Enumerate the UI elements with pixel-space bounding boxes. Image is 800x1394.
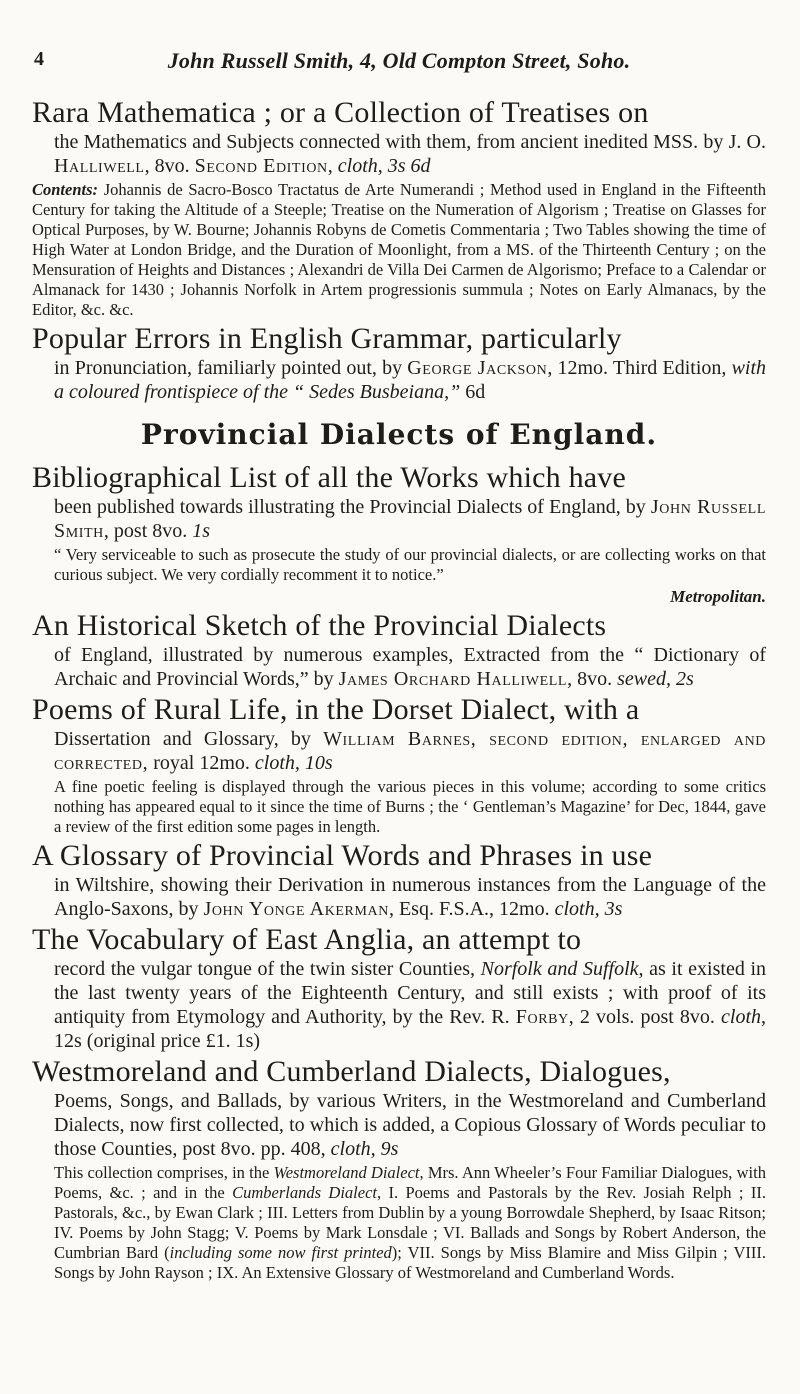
author-name: Halliwell (54, 155, 145, 177)
author-name: George Jackson (407, 357, 548, 379)
description-text: royal 12mo. (148, 752, 255, 774)
edition-extra: with a coloured frontispiece of the “ Sedes Busbeiana,” (54, 357, 767, 403)
description-text: , 12mo. Third Edition, (547, 357, 732, 379)
contents-note (32, 180, 766, 320)
description-text: in Pronunciation, familiarly pointed out, by (54, 357, 408, 379)
binding: cloth (330, 1138, 371, 1160)
description-text: , post 8vo. (103, 520, 193, 542)
entry-historical-sketch (32, 609, 766, 691)
price: 1s (192, 520, 211, 542)
review-source: Metropolitan. (670, 587, 766, 606)
price: , 2s (665, 668, 694, 690)
entry-rara-mathematica (32, 96, 766, 320)
note-text: This collection comprises, in the (54, 1163, 274, 1182)
price: , 3s (594, 898, 623, 920)
entry-popular-errors (32, 322, 767, 404)
section-heading: Provincial Dialects of England. (140, 418, 658, 451)
counties: Norfolk and Suffolk (480, 958, 639, 980)
edition: Second Edition (194, 155, 328, 177)
entry-title: Bibliographical List of all the Works which have (32, 461, 626, 494)
author-name: Forby (515, 1006, 569, 1028)
entry-wiltshire-glossary (32, 839, 766, 921)
description-text: , 2 vols. post 8vo. (568, 1006, 722, 1028)
entry-description (54, 643, 766, 691)
description-text: the Mathematics and Subjects connected with them, from ancient inedited MSS. by J. O. (54, 131, 766, 153)
collection-note (54, 1163, 766, 1283)
author-name: John Yonge Akerman (203, 898, 389, 920)
running-head: John Russell Smith, 4, Old Compton Street, Soho. (167, 48, 631, 73)
entry-description (54, 1089, 766, 1161)
binding: cloth (254, 752, 295, 774)
price: 6d (460, 381, 486, 403)
description-text: record the vulgar tongue of the twin sister Counties, (54, 958, 481, 980)
catalogue-entries (32, 96, 767, 1285)
price: , 10s (294, 752, 333, 774)
entry-description (54, 957, 766, 1053)
note-text: , I. Poems and Pastorals by the Rev. Josiah Relph ; II. Pastorals, &c., by Ewan Clark ; III. Letters from Dublin by a young Borrowdale Shepherd, by Isaac Ritson; IV. Poems by John Stagg; V. Poems by Mark Lonsdale ; VI. Ballads and Songs by Robert Anderson, the Cumbrian Bard ( (54, 1183, 766, 1262)
description-text: been published towards illustrating the Provincial Dialects of England, by (54, 496, 651, 518)
author-name: William Barnes, second edition, enlarged and corrected, (54, 728, 766, 774)
entry-title: An Historical Sketch of the Provincial Dialects (32, 609, 607, 642)
price: , 9s (370, 1138, 399, 1160)
entry-description (54, 873, 766, 921)
entry-title: Popular Errors in English Grammar, particularly (32, 322, 622, 355)
entry-description (54, 727, 766, 775)
binding: cloth (721, 1006, 762, 1028)
entry-description (54, 130, 766, 178)
entry-bibliographical-list (32, 461, 766, 607)
description-text: of England, illustrated by numerous examples, Extracted from the “ Dictionary of Archaic and Provincial Words,” by (54, 644, 766, 690)
author-name: John Russell Smith (54, 496, 766, 542)
price: 3s 6d (387, 155, 431, 177)
entry-title: Westmoreland and Cumberland Dialects, Dialogues, (32, 1055, 671, 1088)
note-parenthetical: including some now first printed (169, 1243, 392, 1262)
author-name: James Orchard Halliwell (338, 668, 568, 690)
page-header (34, 48, 764, 78)
contents-label: Contents: (32, 180, 99, 199)
entry-westmoreland-cumberland (32, 1055, 766, 1283)
note-text: ); VII. Songs by Miss Blamire and Miss Gilpin ; VIII. Songs by John Rayson ; IX. An Extensive Glossary of Westmoreland and Cumberland Words. (54, 1243, 766, 1282)
binding: cloth (554, 898, 595, 920)
entry-east-anglia-vocabulary (32, 923, 767, 1053)
entry-title: The Vocabulary of East Anglia, an attempt to (32, 923, 582, 956)
review-quote: “ Very serviceable to such as prosecute the study of our provincial dialects, or are collecting works on that curious subject. We very cordially recomment it to notice.” (54, 545, 766, 584)
review-note: A fine poetic feeling is displayed through the various pieces in this volume; according to some critics nothing has appeared equal to it since the time of Burns ; the ‘ Gentleman’s Magazine’ for Dec, 1844, gave a review of the first edition some pages in length. (54, 777, 766, 836)
dialect-name: Cumberlands Dialect (232, 1183, 377, 1202)
entry-poems-rural-life (32, 693, 766, 837)
binding: cloth (337, 155, 378, 177)
description-text: Dissertation and Glossary, by (54, 728, 324, 750)
contents-text: Johannis de Sacro-Bosco Tractatus de Arte Numerandi ; Method used in England in the Fifteenth Century for taking the Altitude of a Steeple; Treatise on the Numeration of Algorism ; Treatise on Glasses for Optical Purposes, by W. Bourne; Johannis Robyns de Cometis Commentaria ; Two Tables showing the time of High Water at London Bridge, and the Duration of Moonlight, from a MS. of the Thirteenth Century ; on the Mensuration of Heights and Distances ; Alexandri de Villa Dei Carmen de Algorismo; Preface to a Calendar or Almanack for 1430 ; Johannis Norfolk in Artem progressionis summula ; Notes on Early Almanacs, by the Editor, &c. &c. (32, 180, 766, 319)
price: , 12s (original price £1. 1s) (54, 1006, 767, 1052)
dialect-name: Westmoreland Dialect (273, 1163, 420, 1182)
description-text: , 8vo. (567, 668, 618, 690)
description-text: , 8vo. (144, 155, 195, 177)
entry-title: A Glossary of Provincial Words and Phrases in use (32, 839, 653, 872)
description-text: , (377, 155, 388, 177)
page-number: 4 (34, 48, 44, 70)
binding: sewed (617, 668, 666, 690)
entry-description (54, 495, 766, 543)
description-text: in Wiltshire, showing their Derivation in numerous instances from the Language of the Anglo-Saxons, by (54, 874, 766, 920)
description-text: , (327, 155, 338, 177)
description-text: , as it existed in the last twenty years of the Eighteenth Century, and still exists ; with proof of its antiquity from Etymology and Authority, by the Rev. R. (54, 958, 766, 1028)
description-text: Poems, Songs, and Ballads, by various Writers, in the Westmoreland and Cumberland Dialects, now first collected, to which is added, a Copious Glossary of Words peculiar to those Counties, post 8vo. pp. 408, (54, 1090, 766, 1160)
entry-description (54, 356, 766, 404)
note-text: , Mrs. Ann Wheeler’s Four Familiar Dialogues, with Poems, &c. ; and in the (54, 1163, 766, 1202)
description-text: , Esq. F.S.A., 12mo. (388, 898, 555, 920)
entry-title: Poems of Rural Life, in the Dorset Dialect, with a (32, 693, 640, 726)
entry-title: Rara Mathematica ; or a Collection of Treatises on (32, 96, 649, 129)
